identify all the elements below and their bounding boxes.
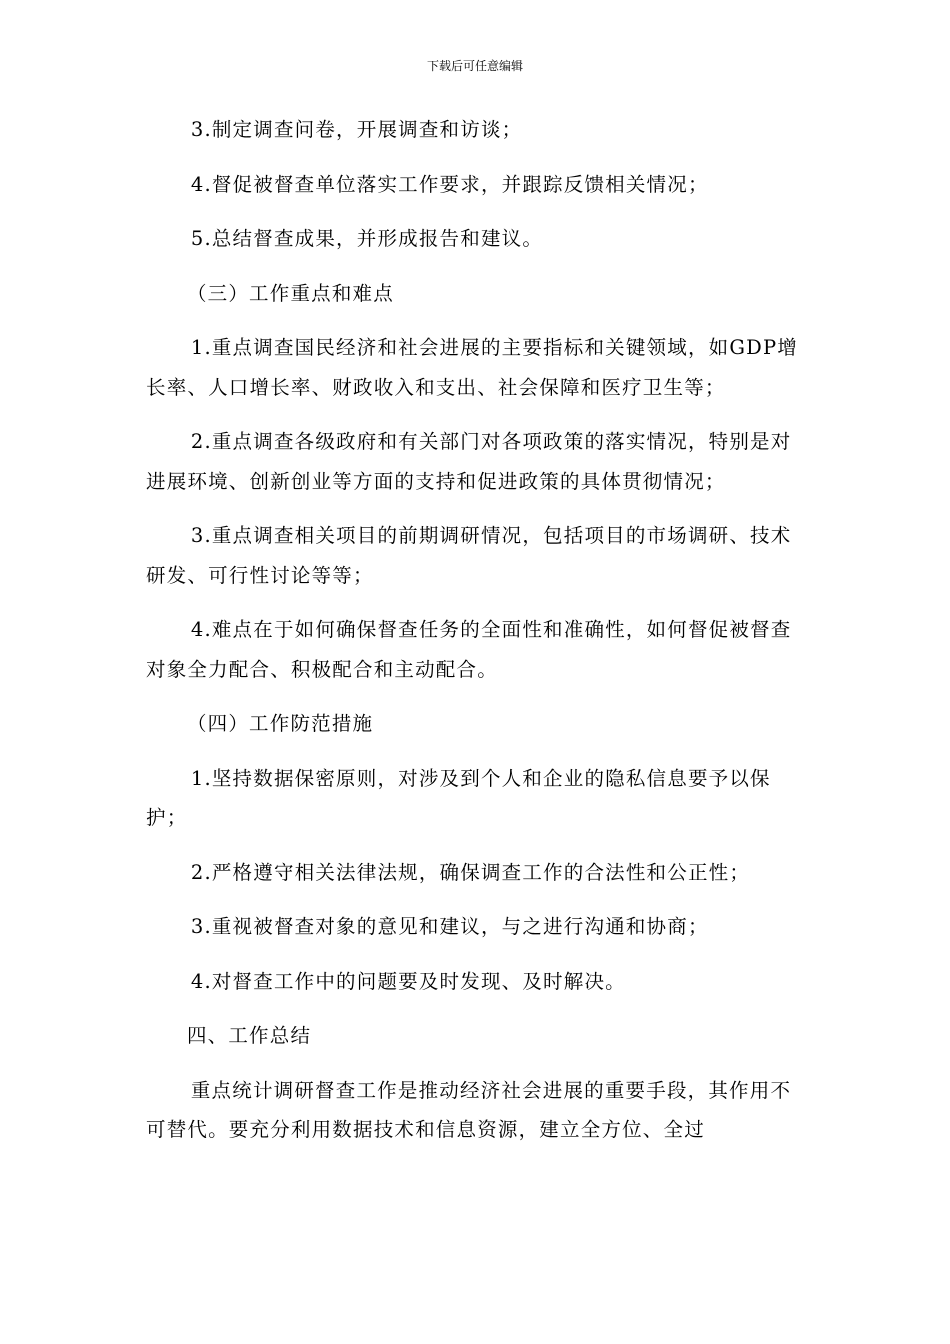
list-item-4-supervise: 4.督促被督查单位落实工作要求，并跟踪反馈相关情况； (190, 172, 709, 196)
list-item-3-questionnaire: 3.制定调查问卷，开展调查和访谈； (190, 118, 523, 141)
list-item-5-summarize: 5.总结督查成果，并形成报告和建议。 (190, 227, 544, 250)
header-note: 下载后可任意编辑 (426, 59, 523, 73)
focus-item-1: 1.重点调查国民经济和社会进展的主要指标和关键领域，如GDP增长率、人口增长率、财政收入和支出、社会保障和医疗卫生等； (146, 336, 798, 399)
precaution-item-3: 3.重视被督查对象的意见和建议，与之进行沟通和协商； (190, 915, 709, 938)
section-heading-focus-difficulties: （三）工作重点和难点 (186, 281, 394, 305)
focus-item-3: 3.重点调查相关项目的前期调研情况，包括项目的市场调研、技术研发、可行性讨论等等； (146, 524, 792, 587)
section-heading-precautions: （四）工作防范措施 (186, 712, 374, 735)
precaution-item-4: 4.对督查工作中的问题要及时发现、及时解决。 (190, 969, 626, 993)
focus-item-2: 2.重点调查各级政府和有关部门对各项政策的落实情况，特别是对进展环境、创新创业等方面的支持和促进政策的具体贯彻情况； (146, 430, 792, 493)
precaution-item-2: 2.严格遵守相关法律法规，确保调查工作的合法性和公正性； (190, 860, 751, 884)
focus-item-4: 4.难点在于如何确保督查任务的全面性和准确性，如何督促被督查对象全力配合、积极配合和主动配合。 (146, 618, 792, 681)
summary-paragraph: 重点统计调研督查工作是推动经济社会进展的重要手段，其作用不可替代。要充分利用数据技术和信息资源，建立全方位、全过 (146, 1078, 792, 1141)
precaution-item-1: 1.坚持数据保密原则，对涉及到个人和企业的隐私信息要予以保护； (146, 766, 771, 829)
section-heading-summary: 四、工作总结 (186, 1024, 312, 1047)
document-body (146, 110, 800, 1150)
